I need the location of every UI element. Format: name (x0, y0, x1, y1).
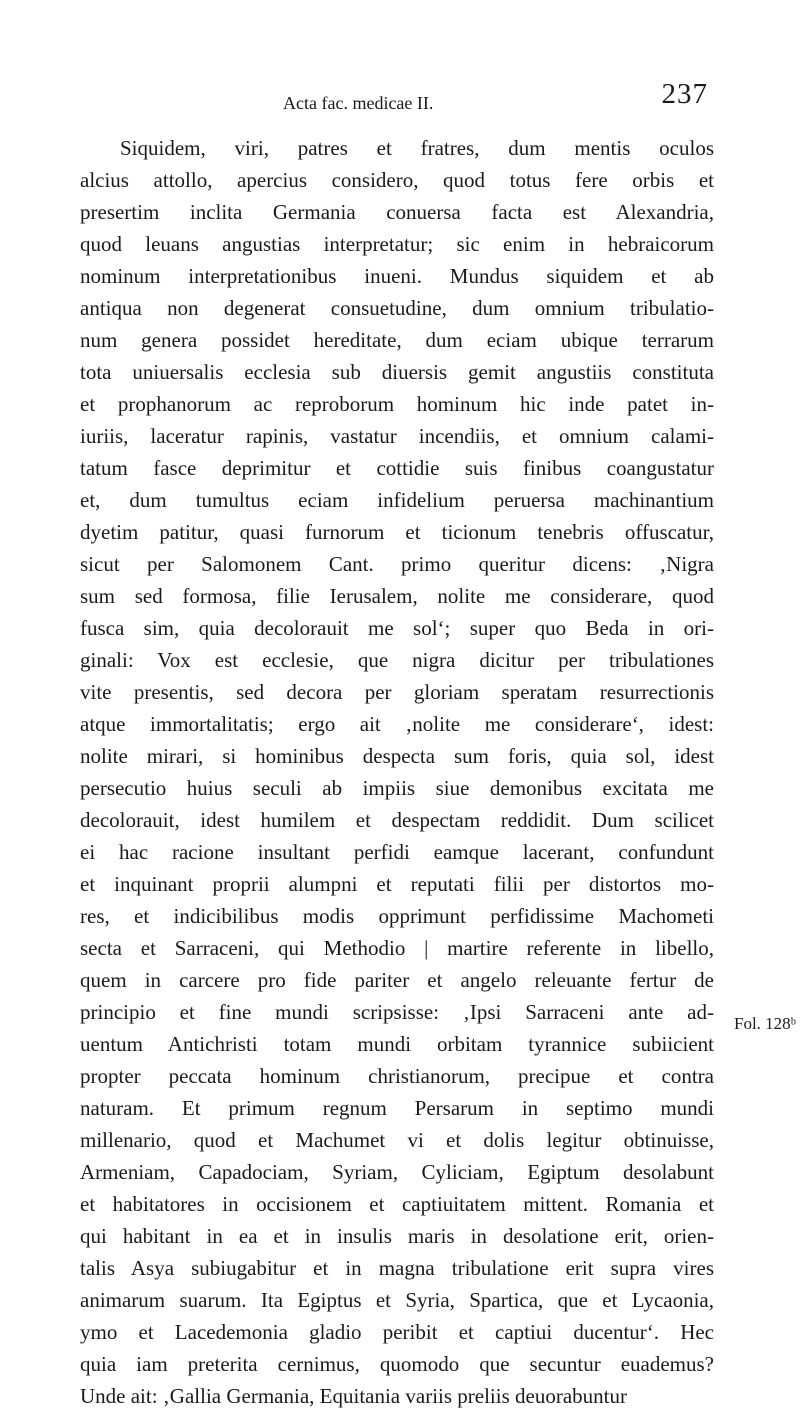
text-line: uentum Antichristi totam mundi orbitam tyrannice subiicient (80, 1032, 714, 1056)
text-line: et prophanorum ac reproborum hominum hic inde patet in- (80, 392, 714, 416)
text-line: ymo et Lacedemonia gladio peribit et captiui ducentur‘. Hec (80, 1320, 714, 1344)
text-line: sicut per Salomonem Cant. primo queritur dicens: ‚Nigra (80, 552, 714, 576)
text-line: sum sed formosa, filie Ierusalem, nolite me considerare, quod (80, 584, 714, 608)
text-line: tatum fasce deprimitur et cottidie suis finibus coangustatur (80, 456, 714, 480)
text-line: qui habitant in ea et in insulis maris in desolatione erit, orien- (80, 1224, 714, 1248)
text-line: tota uniuersalis ecclesia sub diuersis gemit angustiis constituta (80, 360, 714, 384)
page-number: 237 (661, 78, 708, 110)
text-line: alcius attollo, apercius considero, quod totus fere orbis et (80, 168, 714, 192)
body-text (80, 132, 714, 1412)
text-line: dyetim patitur, quasi furnorum et ticionum tenebris offuscatur, (80, 520, 714, 544)
text-line: nolite mirari, si hominibus despecta sum foris, quia sol, idest (80, 744, 714, 768)
text-line: quia iam preterita cernimus, quomodo que secuntur euademus? (80, 1352, 714, 1376)
text-line: decolorauit, idest humilem et despectam reddidit. Dum scilicet (80, 808, 714, 832)
text-line: naturam. Et primum regnum Persarum in septimo mundi (80, 1096, 714, 1120)
text-line: Armeniam, Capadociam, Syriam, Cyliciam, Egiptum desolabunt (80, 1160, 714, 1184)
text-line: ginali: Vox est ecclesie, que nigra dicitur per tribulationes (80, 648, 714, 672)
text-line: quem in carcere pro fide pariter et angelo releuante fertur de (80, 968, 714, 992)
text-line: res, et indicibilibus modis opprimunt perfidissime Machometi (80, 904, 714, 928)
text-line: presertim inclita Germania conuersa facta est Alexandria, (80, 200, 714, 224)
text-line: fusca sim, quia decolorauit me sol‘; super quo Beda in ori- (80, 616, 714, 640)
text-line: Unde ait: ‚Gallia Germania, Equitania variis preliis deuorabuntur (80, 1384, 627, 1408)
text-line: et, dum tumultus eciam infidelium peruersa machinantium (80, 488, 714, 512)
text-line: millenario, quod et Machumet vi et dolis legitur obtinuisse, (80, 1128, 714, 1152)
running-title: Acta fac. medicae II. (283, 93, 434, 113)
text-line: num genera possidet hereditate, dum eciam ubique terrarum (80, 328, 714, 352)
text-line: vite presentis, sed decora per gloriam speratam resurrectionis (80, 680, 714, 704)
text-line: Siquidem, viri, patres et fratres, dum mentis oculos (120, 136, 714, 160)
text-line: antiqua non degenerat consuetudine, dum omnium tribulatio- (80, 296, 714, 320)
text-line: talis Asya subiugabitur et in magna tribulatione erit supra vires (80, 1256, 714, 1280)
text-line: propter peccata hominum christianorum, precipue et contra (80, 1064, 714, 1088)
page-header (0, 78, 800, 128)
text-line: principio et fine mundi scripsisse: ‚Ipsi Sarraceni ante ad- (80, 1000, 714, 1024)
text-line: ei hac racione insultant perfidi eamque lacerant, confundunt (80, 840, 714, 864)
text-line: persecutio huius seculi ab impiis siue demonibus excitata me (80, 776, 714, 800)
text-line: et inquinant proprii alumpni et reputati filii per distortos mo- (80, 872, 714, 896)
text-line: atque immortalitatis; ergo ait ‚nolite me considerare‘, idest: (80, 712, 714, 736)
text-line: iuriis, laceratur rapinis, vastatur incendiis, et omnium calami- (80, 424, 714, 448)
text-line: animarum suarum. Ita Egiptus et Syria, Spartica, que et Lycaonia, (80, 1288, 714, 1312)
text-line: secta et Sarraceni, qui Methodio | martire referente in libello, (80, 936, 714, 960)
text-line: et habitatores in occisionem et captiuitatem mittent. Romania et (80, 1192, 714, 1216)
text-line: quod leuans angustias interpretatur; sic enim in hebraicorum (80, 232, 714, 256)
text-line: nominum interpretationibus inueni. Mundus siquidem et ab (80, 264, 714, 288)
margin-note-folio: Fol. 128ᵇ (734, 1014, 796, 1033)
